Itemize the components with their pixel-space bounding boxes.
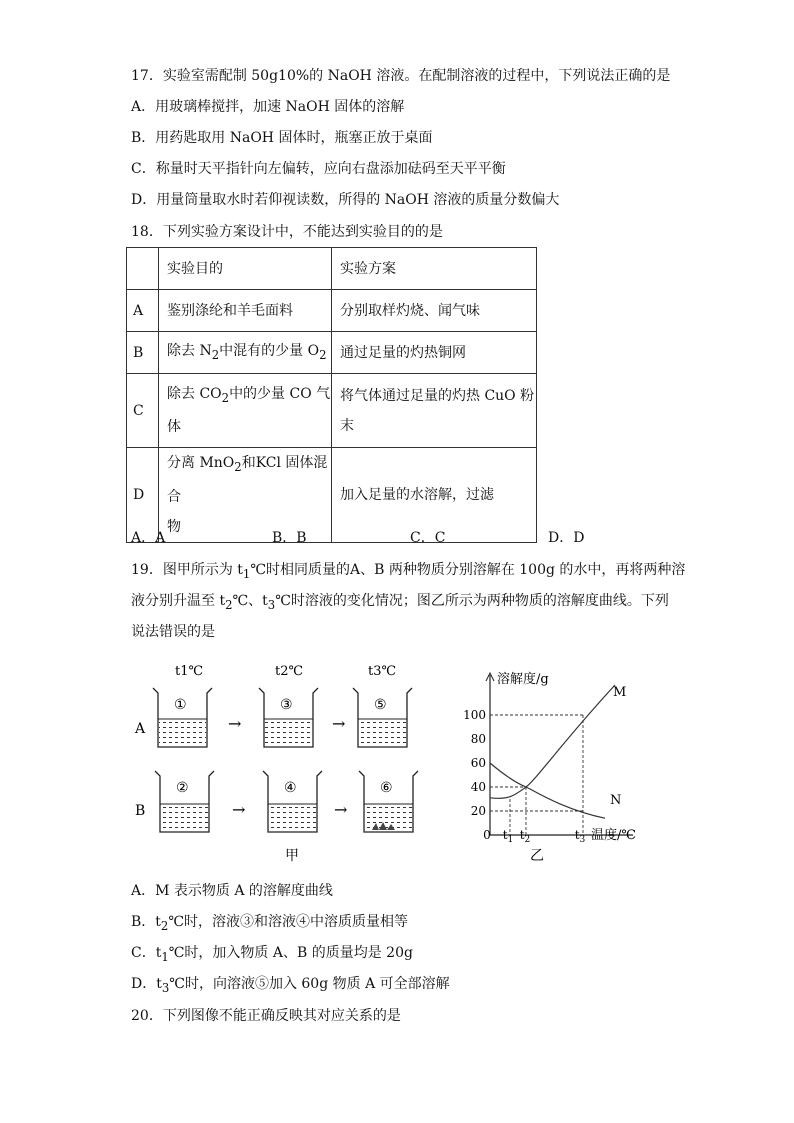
arrow-icon: → — [334, 800, 348, 819]
q19-option-b — [131, 912, 408, 936]
axis-ticks — [463, 708, 585, 845]
q17-stem: 17．实验室需配制 50g10%的 NaOH 溶液。在配制溶液的过程中，下列说法正确的是 — [131, 68, 671, 84]
table-cell — [159, 374, 332, 448]
subscript: 2 — [160, 918, 169, 933]
q17-option-b: B．用药匙取用 NaOH 固体时，瓶塞正放于桌面 — [131, 130, 433, 146]
table-cell: C — [127, 374, 159, 448]
beaker-6 — [359, 771, 418, 832]
table-cell: B — [127, 332, 159, 374]
text: 中混有的少量 O — [219, 342, 320, 359]
text: ℃时，加入物质 A、B 的质量均是 20g — [168, 945, 413, 961]
beaker-5 — [353, 688, 412, 747]
subscript: 2 — [319, 347, 327, 362]
text: 将气体通过足量的灼热 CuO 粉 — [340, 387, 535, 404]
text: ℃时，溶液③和溶液④中溶质质量相等 — [168, 914, 409, 930]
text: 分离 MnO — [167, 455, 235, 471]
q18-option-b: B．B — [272, 530, 307, 546]
beaker-label-3: ③ — [280, 697, 293, 713]
x-tick-label — [575, 828, 586, 845]
beaker-label-1: ① — [174, 697, 187, 713]
q17-option-d: D．用量筒量取水时若仰视读数，所得的 NaOH 溶液的质量分数偏大 — [131, 192, 560, 208]
beaker-4 — [263, 771, 322, 832]
q19-option-a — [131, 881, 333, 901]
y-axis-label: 溶解度/g — [497, 672, 549, 687]
x-tick-text: t — [502, 828, 508, 842]
figure-jia — [120, 655, 440, 870]
q19-option-c — [131, 943, 413, 967]
text: 液分别升温至 t — [131, 593, 226, 609]
beaker-1 — [153, 688, 212, 747]
text: 除去 CO — [167, 385, 222, 402]
temp-label-t1: t1℃ — [175, 664, 204, 679]
table-row — [127, 290, 537, 332]
q18-option-a: A．A — [131, 530, 166, 546]
curve-m-label: M — [613, 685, 627, 700]
row-label-b: B — [135, 803, 146, 819]
beaker-label-4: ④ — [284, 780, 297, 796]
x-tick-label — [503, 828, 514, 845]
subscript: 3 — [267, 597, 276, 612]
table-header-plan: 实验方案 — [332, 248, 537, 290]
table-cell: 加入足量的水溶解，过滤 — [332, 448, 537, 543]
text: A．M 表示物质 A 的溶解度曲线 — [131, 883, 333, 899]
x-tick-sub: 1 — [507, 835, 514, 845]
text: B．t — [131, 914, 161, 930]
curve-n — [490, 763, 605, 818]
temp-label-t2: t2℃ — [275, 664, 304, 679]
x-tick-sub: 2 — [524, 835, 531, 845]
beaker-label-5: ⑤ — [374, 697, 387, 713]
text: D．t — [131, 976, 162, 992]
x-tick-text: t — [519, 828, 525, 842]
y-tick-label: 20 — [470, 804, 486, 818]
curve-n-label: N — [610, 793, 622, 808]
y-tick-label: 80 — [470, 732, 486, 746]
x-tick-text: t — [574, 828, 580, 842]
table-cell: 通过足量的灼热铜网 — [332, 332, 537, 374]
curve-m — [490, 685, 615, 798]
guide-lines — [490, 715, 583, 835]
beaker-label-6: ⑥ — [380, 780, 393, 796]
text: 末 — [340, 417, 354, 434]
table-row — [127, 448, 537, 543]
q19-stem-line1 — [131, 560, 685, 584]
subscript: 1 — [161, 949, 169, 964]
figure-caption-yi: 乙 — [530, 848, 544, 864]
table-row — [127, 248, 537, 290]
subscript: 2 — [234, 459, 242, 474]
subscript: 2 — [211, 347, 220, 362]
text: 和KCl 固体混合 — [167, 455, 328, 505]
q17-option-c: C．称量时天平指针向左偏转，应向右盘添加砝码至天平平衡 — [131, 161, 506, 177]
y-tick-label: 60 — [470, 756, 486, 770]
beaker-3 — [259, 688, 318, 747]
q18-option-c: C．C — [410, 530, 446, 546]
subscript: 3 — [161, 980, 170, 995]
text: ℃时溶液的变化情况；图乙所示为两种物质的溶解度曲线。下列 — [275, 593, 669, 609]
figure-yi-chart — [455, 660, 655, 870]
table-header-purpose: 实验目的 — [159, 248, 332, 290]
text: 19．图甲所示为 t — [131, 562, 243, 578]
text: 物 — [167, 518, 181, 535]
x-tick-sub: 3 — [579, 835, 586, 845]
q19-stem-line3: 说法错误的是 — [131, 624, 215, 640]
text: ℃时，向溶液⑤加入 60g 物质 A 可全部溶解 — [169, 976, 450, 992]
q18-option-d: D．D — [548, 530, 585, 546]
q19-stem-line2 — [131, 591, 669, 615]
y-tick-label: 100 — [463, 708, 486, 722]
beaker-2 — [155, 771, 214, 832]
table-row — [127, 374, 537, 448]
table-cell: 分别取样灼烧、闻气味 — [332, 290, 537, 332]
arrow-icon: → — [232, 800, 246, 819]
q17-option-a: A．用玻璃棒搅拌，加速 NaOH 固体的溶解 — [131, 99, 405, 115]
figure-caption-jia: 甲 — [285, 848, 299, 864]
y-tick-label: 40 — [470, 780, 486, 794]
row-label-a: A — [135, 721, 146, 737]
text: ℃时相同质量的A、B 两种物质分别溶解在 100g 的水中，再将两种溶 — [250, 562, 686, 578]
table-cell: 鉴别涤纶和羊毛面料 — [159, 290, 332, 332]
subscript: 1 — [242, 566, 251, 581]
text: ℃、t — [232, 593, 268, 609]
arrow-icon: → — [332, 714, 346, 733]
table-cell: D — [127, 448, 159, 543]
beaker-label-2: ② — [176, 780, 189, 796]
text: C．t — [131, 945, 162, 961]
subscript: 2 — [225, 597, 233, 612]
text: 除去 N — [167, 342, 212, 359]
x-tick-label: 0 — [483, 828, 491, 842]
x-tick-label — [520, 828, 531, 845]
table-cell — [127, 248, 159, 290]
q18-table — [126, 247, 537, 543]
temp-label-t3: t3℃ — [368, 664, 397, 679]
table-cell — [159, 332, 332, 374]
table-cell — [332, 374, 537, 448]
arrow-icon: → — [228, 714, 242, 733]
q20-stem: 20．下列图像不能正确反映其对应关系的是 — [131, 1008, 401, 1024]
q19-option-d — [131, 974, 450, 998]
subscript: 2 — [221, 390, 230, 405]
table-row — [127, 332, 537, 374]
q18-stem: 18．下列实验方案设计中，不能达到实验目的的是 — [131, 224, 443, 240]
table-cell: A — [127, 290, 159, 332]
x-axis-label: 温度/℃ — [591, 828, 636, 843]
text: 中的少量 CO 气体 — [167, 385, 331, 436]
